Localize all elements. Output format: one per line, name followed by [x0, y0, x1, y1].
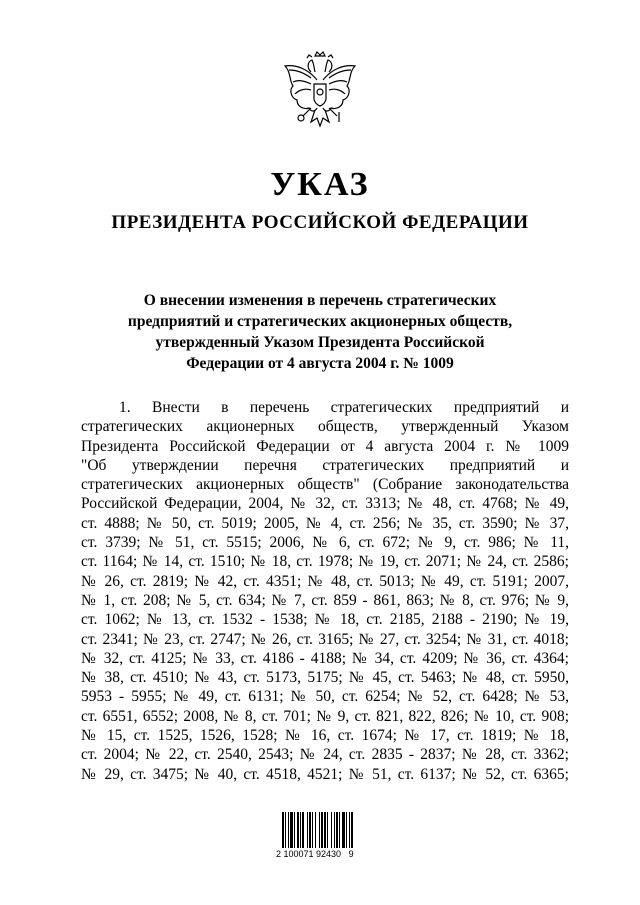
body-line: ст. 1062; № 13, ст. 1532 - 1538; № 18, ст. 2185, 2188 - 2190; № 19,: [81, 611, 569, 629]
decree-body: [81, 398, 569, 784]
body-line: № 38, ст. 4510; № 43, ст. 5173, 5175; № 45, ст. 5463; № 48, ст. 5950,: [81, 669, 569, 687]
body-line: Президента Российской Федерации от 4 августа 2004 г. № 1009: [81, 437, 569, 455]
decree-heading: [118, 290, 522, 374]
document-title: УКАЗ: [270, 166, 370, 203]
body-line: № 1, ст. 208; № 5, ст. 634; № 7, ст. 859 - 861, 863; № 8, ст. 976; № 9,: [81, 591, 569, 609]
body-line: 1. Внести в перечень стратегических предприятий и: [119, 399, 569, 416]
body-line: ст. 2341; № 23, ст. 2747; № 26, ст. 3165; № 27, ст. 3254; № 31, ст. 4018;: [81, 630, 569, 648]
body-line: ст. 3739; № 51, ст. 5515; 2006, № 6, ст. 672; № 9, ст. 986; № 11,: [81, 534, 569, 552]
body-line: № 32, ст. 4125; № 33, ст. 4186 - 4188; № 34, ст. 4209; № 36, ст. 4364;: [81, 649, 569, 667]
body-line: Российской Федерации, 2004, № 32, ст. 3313; № 48, ст. 4768; № 49,: [81, 495, 569, 513]
body-line: № 29, ст. 3475; № 40, ст. 4518, 4521; № 51, ст. 6137; № 52, ст. 6365;: [81, 765, 569, 783]
heading-line: утвержденный Указом Президента Российской: [155, 334, 485, 351]
heading-line: О внесении изменения в перечень стратегических: [143, 292, 497, 309]
body-line: ст. 6551, 6552; 2008, № 8, ст. 701; № 9, ст. 821, 822, 826; № 10, ст. 908;: [81, 707, 569, 725]
body-line: стратегических акционерных обществ" (Собрание законодательства: [81, 476, 569, 494]
body-line: ст. 4888; № 50, ст. 5019; 2005, № 4, ст. 256; № 35, ст. 3590; № 37,: [81, 514, 569, 532]
body-line: 5953 - 5955; № 49, ст. 6131; № 50, ст. 6254; № 52, ст. 6428; № 53,: [81, 688, 569, 706]
body-line: стратегических акционерных обществ, утвержденный Указом: [81, 418, 569, 436]
barcode-number: 2 100071 92430 9: [276, 849, 354, 859]
body-line: № 26, ст. 2819; № 42, ст. 4351; № 48, ст. 5013; № 49, ст. 5191; 2007,: [81, 572, 569, 590]
body-line: "Об утверждении перечня стратегических предприятий и: [81, 456, 569, 474]
document-subtitle: ПРЕЗИДЕНТА РОССИЙСКОЙ ФЕДЕРАЦИИ: [111, 212, 529, 233]
body-line: ст. 2004; № 22, ст. 2540, 2543; № 24, ст. 2835 - 2837; № 28, ст. 3362;: [81, 746, 569, 764]
coat-of-arms-icon: [281, 50, 359, 136]
body-line: № 15, ст. 1525, 1526, 1528; № 16, ст. 1674; № 17, ст. 1819; № 18,: [81, 727, 569, 745]
heading-line: Федерации от 4 августа 2004 г. № 1009: [186, 355, 454, 372]
barcode-icon: [281, 812, 365, 850]
heading-line: предприятий и стратегических акционерных обществ,: [127, 313, 513, 330]
body-line: ст. 1164; № 14, ст. 1510; № 18, ст. 1978; № 19, ст. 2071; № 24, ст. 2586;: [81, 553, 569, 571]
